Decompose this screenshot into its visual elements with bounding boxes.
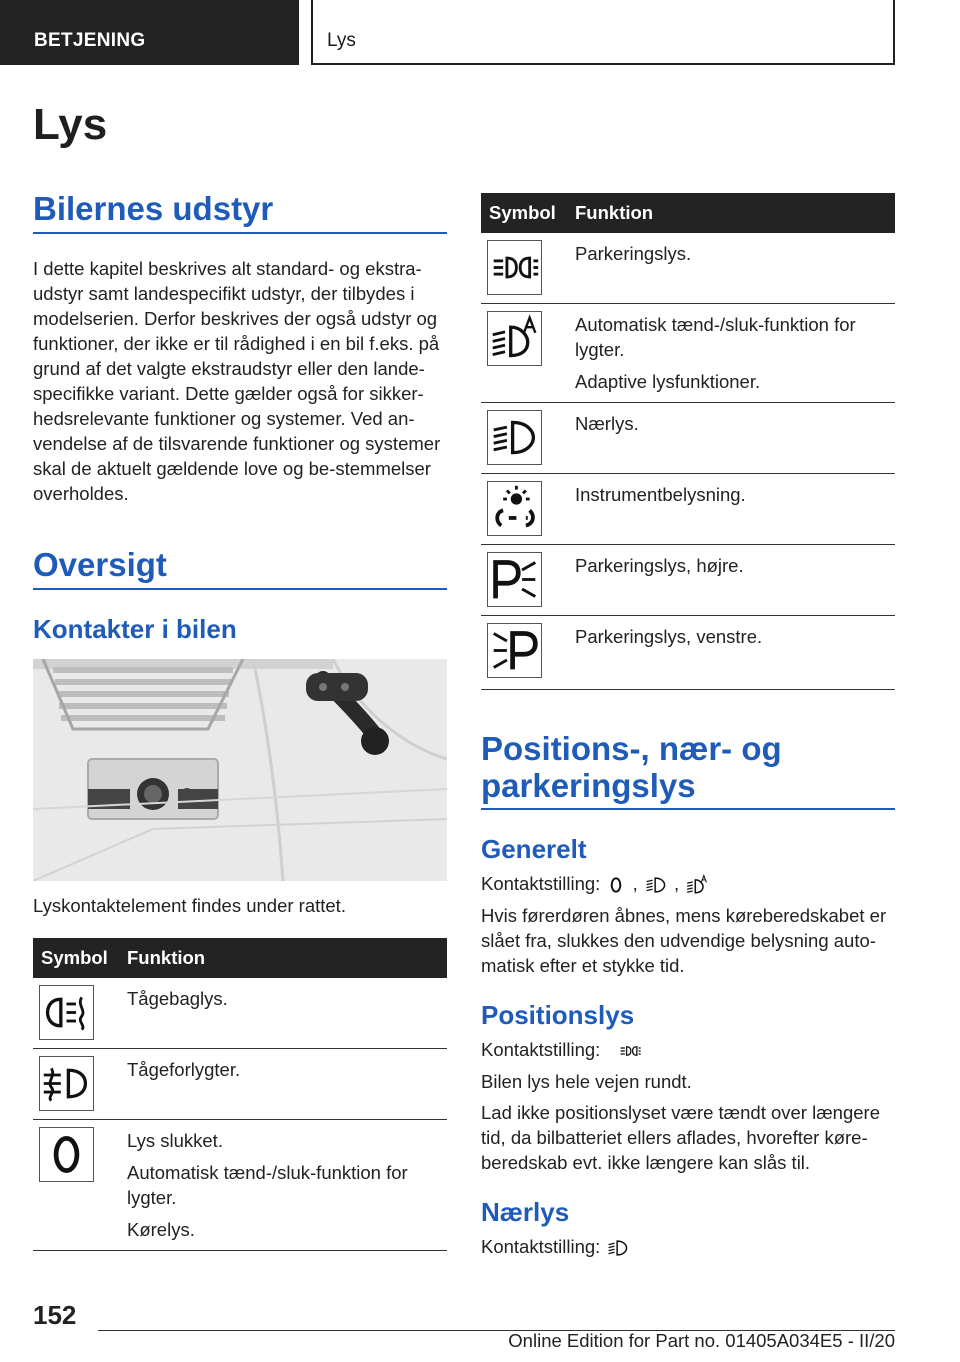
table-row xyxy=(33,1049,447,1120)
function-text: Instrumentbelysning. xyxy=(575,484,746,505)
auto-headlight-icon xyxy=(684,873,710,897)
parking-lights-icon xyxy=(605,1039,655,1063)
page-number: 152 xyxy=(33,1300,77,1330)
lights-off-icon xyxy=(39,1127,94,1182)
heading-position-lights: Positions-, nær- og parkeringslys xyxy=(481,730,895,810)
separator: , xyxy=(674,873,680,894)
function-text: Parkeringslys, højre. xyxy=(575,555,744,576)
heading-switches: Kontakter i bilen xyxy=(33,614,237,644)
position-switch-line xyxy=(481,1037,895,1063)
right-column xyxy=(481,193,895,1260)
table-row xyxy=(33,978,447,1049)
column-header-function: Funktion xyxy=(127,938,447,978)
position-paragraph-1: Bilen lys hele vejen rundt. xyxy=(481,1071,692,1093)
light-switch-photo xyxy=(33,659,447,881)
function-text: Parkeringslys. xyxy=(575,243,692,264)
table-row xyxy=(33,1120,447,1251)
heading-equipment: Bilernes udstyr xyxy=(33,190,447,234)
position-paragraph-2: Lad ikke positionslyset være tændt over længere tid, da bilbatteriet ellers aflades, hvorefter køre-beredskab evt. ikke længere kan slås til. xyxy=(481,1102,880,1174)
page-header xyxy=(0,0,960,66)
photo-caption: Lyskontaktelement findes under rattet. xyxy=(33,895,346,916)
lights-off-icon xyxy=(605,873,627,897)
low-beam-icon xyxy=(487,410,542,465)
heading-position-lights-sub: Positionslys xyxy=(481,1000,635,1031)
low-beam-icon xyxy=(605,1236,631,1260)
function-text: Nærlys. xyxy=(575,413,639,434)
heading-low-beam: Nærlys xyxy=(481,1197,570,1228)
front-fog-light-icon xyxy=(39,1056,94,1111)
separator: , xyxy=(632,873,638,894)
rear-fog-light-icon xyxy=(39,985,94,1040)
header-title: Lys xyxy=(311,0,895,65)
function-text: Automatisk tænd-/sluk-funktion for lygter. xyxy=(575,314,856,360)
parking-light-right-icon xyxy=(487,552,542,607)
page-title: Lys xyxy=(33,100,108,149)
table-header-row xyxy=(33,938,447,978)
switch-positions-line xyxy=(481,871,895,897)
column-header-symbol: Symbol xyxy=(481,193,575,233)
symbol-table-left xyxy=(33,938,447,1251)
left-column xyxy=(33,190,447,1251)
instrument-lighting-icon xyxy=(487,481,542,536)
section-label: BETJENING xyxy=(0,0,299,65)
symbol-table-right xyxy=(481,193,895,690)
function-text: Lys slukket. xyxy=(127,1130,223,1151)
function-text: Parkeringslys, venstre. xyxy=(575,626,763,647)
edition-text: Online Edition for Part no. 01405A034E5 - II/20 xyxy=(508,1330,895,1351)
parking-lights-icon xyxy=(487,240,542,295)
function-text: Kørelys. xyxy=(127,1219,195,1240)
table-row xyxy=(481,403,895,474)
table-row xyxy=(481,304,895,403)
column-header-function: Funktion xyxy=(575,193,895,233)
table-row xyxy=(481,545,895,616)
auto-headlight-icon xyxy=(487,311,542,366)
equipment-paragraph: I dette kapitel beskrives alt standard- og ekstra-udstyr samt landespecifikt udstyr, der tilbydes i modelserien. Derfor beskrives der også udstyr og funktioner, der ikke er til rådighed i en bil f.eks. på grund af det valgte ekstraudstyr eller den lande-specifikke variant. Dette gælder også for sikker-hedsrelevante funktioner og systemer. Ved an-vendelse af de tilsvarende funktioner og systemer skal de aktuelt gældende love og be-stemmelser overholdes. xyxy=(33,258,441,504)
low-beam-icon xyxy=(643,873,669,897)
lowbeam-switch-line xyxy=(481,1234,895,1260)
switch-label: Kontaktstilling: xyxy=(481,1236,601,1258)
general-paragraph: Hvis førerdøren åbnes, mens køreberedskabet er slået fra, slukkes den udvendige belysning auto-matisk efter et stykke tid. xyxy=(481,905,887,977)
table-header-row xyxy=(481,193,895,233)
table-row xyxy=(481,616,895,690)
table-row xyxy=(481,233,895,304)
parking-light-left-icon xyxy=(487,623,542,678)
switch-label: Kontaktstilling: xyxy=(481,1039,601,1061)
switch-label: Kontaktstilling: xyxy=(481,873,601,894)
column-header-symbol: Symbol xyxy=(33,938,127,978)
function-text: Tågebaglys. xyxy=(127,988,228,1009)
function-text: Tågeforlygter. xyxy=(127,1059,241,1080)
heading-general: Generelt xyxy=(481,834,587,864)
heading-overview: Oversigt xyxy=(33,546,447,590)
table-row xyxy=(481,474,895,545)
function-text: Automatisk tænd-/sluk-funktion for lygter. xyxy=(127,1162,408,1208)
function-text: Adaptive lysfunktioner. xyxy=(575,371,761,392)
